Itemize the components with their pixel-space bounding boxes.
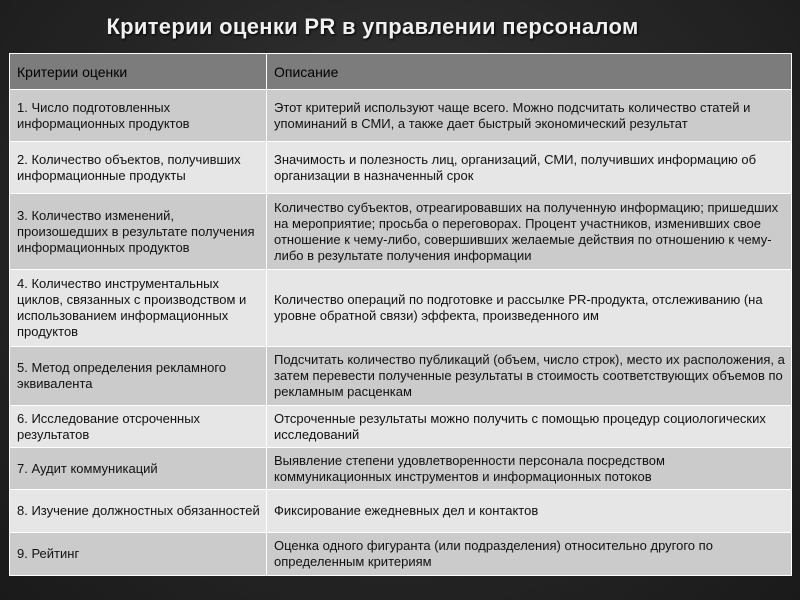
header-description: Описание (267, 54, 792, 90)
description-cell: Количество операций по подготовке и рассылке PR-продукта, отслеживанию (на уровне обратной связи) эффекта, произведенного им (267, 270, 792, 347)
criteria-table (9, 53, 792, 576)
description-cell: Значимость и полезность лиц, организаций, СМИ, получивших информацию об организации в назначенный срок (267, 142, 792, 194)
description-cell: Подсчитать количество публикаций (объем, число строк), место их расположения, а затем перевести полученные результаты в стоимость соответствующих объемов по рекламным расценкам (267, 347, 792, 406)
criterion-cell: 8. Изучение должностных обязанностей (10, 490, 267, 533)
criterion-cell: 5. Метод определения рекламного эквивалента (10, 347, 267, 406)
criterion-cell: 9. Рейтинг (10, 533, 267, 576)
description-cell: Оценка одного фигуранта (или подразделения) относительно другого по определенным критериям (267, 533, 792, 576)
criterion-cell: 4. Количество инструментальных циклов, связанных с производством и использованием информационных продуктов (10, 270, 267, 347)
table-row (10, 490, 792, 533)
table-header-row (10, 54, 792, 90)
description-cell: Отсроченные результаты можно получить с помощью процедур социологических исследований (267, 406, 792, 448)
table-row (10, 90, 792, 142)
table-row (10, 406, 792, 448)
table-row (10, 270, 792, 347)
description-cell: Количество субъектов, отреагировавших на полученную информацию; пришедших на мероприятие; просьба о переговорах. Процент участников, изменивших свое отношение к чему-либо, совершивших желаемые действия по отношению к чему-либо в результате получения информации (267, 194, 792, 270)
table-row (10, 448, 792, 490)
criterion-cell: 6. Исследование отсроченных результатов (10, 406, 267, 448)
description-cell: Выявление степени удовлетворенности персонала посредством коммуникационных инструментов и информационных потоков (267, 448, 792, 490)
description-cell: Этот критерий используют чаще всего. Можно подсчитать количество статей и упоминаний в СМИ, а также дает быстрый экономический результат (267, 90, 792, 142)
criteria-table-container (9, 53, 791, 576)
criterion-cell: 3. Количество изменений, произошедших в результате получения информационных продуктов (10, 194, 267, 270)
table-row (10, 347, 792, 406)
criterion-cell: 7. Аудит коммуникаций (10, 448, 267, 490)
header-criteria: Критерии оценки (10, 54, 267, 90)
criterion-cell: 1. Число подготовленных информационных продуктов (10, 90, 267, 142)
criterion-cell: 2. Количество объектов, получивших информационные продукты (10, 142, 267, 194)
table-row (10, 142, 792, 194)
table-row (10, 533, 792, 576)
slide-title: Критерии оценки PR в управлении персоналом (106, 14, 639, 39)
table-row (10, 194, 792, 270)
description-cell: Фиксирование ежедневных дел и контактов (267, 490, 792, 533)
